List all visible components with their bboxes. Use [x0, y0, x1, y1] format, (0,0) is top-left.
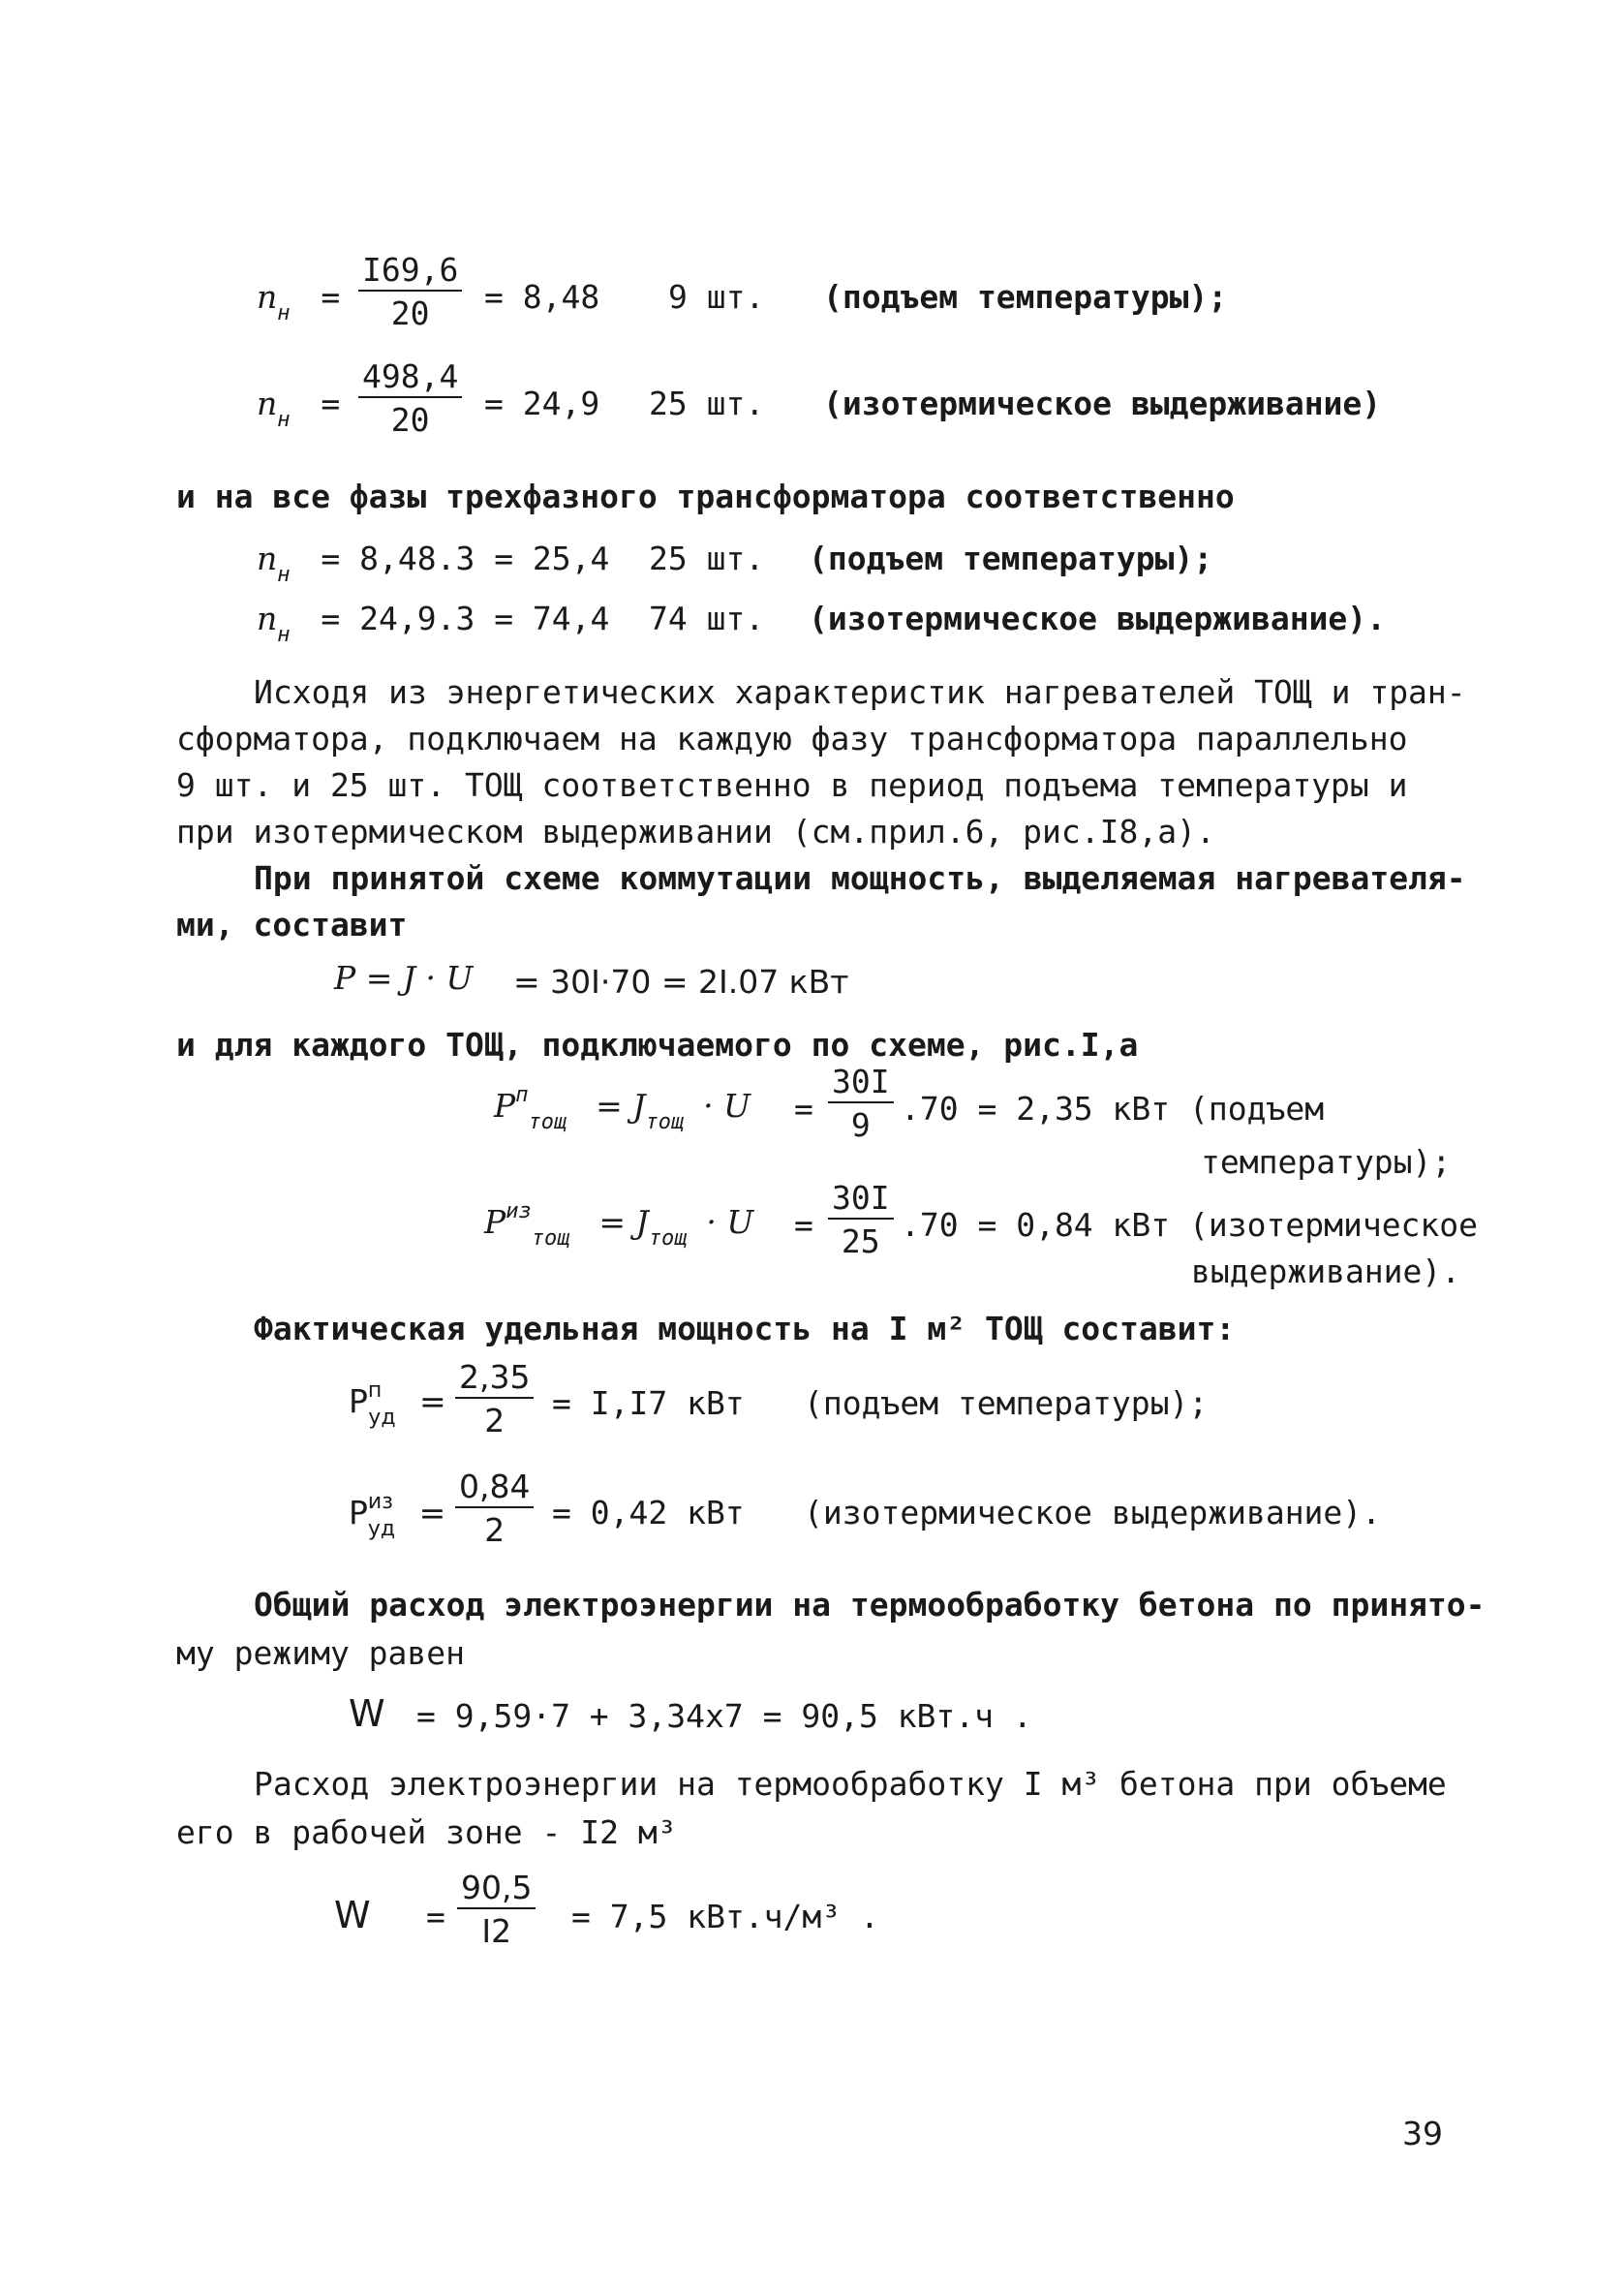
formula-p-iso: $P^{из}_{тощ} = J_{тощ} \cdot U$ — [484, 1199, 754, 1251]
count-3: 25 шт. — [649, 540, 765, 577]
note-3: (подъем температуры); — [809, 540, 1213, 577]
formula-rud-iso: $P^{из}_{уд}$ = — [349, 1490, 446, 1541]
para1-line4: при изотермическом выдерживании (см.прил.6, рис.I8,а). — [176, 813, 1215, 851]
equals-p-rise: = — [794, 1090, 813, 1128]
text-specific-power: Фактическая удельная мощность на I м² ТОЩ составит: — [254, 1310, 1236, 1347]
formula-w2-value: = 7,5 кВт.ч/м³ . — [571, 1898, 879, 1935]
para3-line2: му режиму равен — [176, 1634, 466, 1672]
para2-line2: ми, составит — [176, 906, 408, 943]
formula-p: P = J · U — [334, 959, 474, 997]
equals-w2: = — [426, 1898, 445, 1935]
para4-line1: Расход электроэнергии на термообработку I м³ бетона при объеме — [254, 1765, 1447, 1803]
formula-p-rise: $P^п_{тощ} = J_{тощ} \cdot U$ — [494, 1083, 751, 1134]
equals-p-iso: = — [794, 1206, 813, 1244]
rud-iso-note: (изотермическое выдерживание). — [804, 1494, 1382, 1531]
formula-rud-rise: $P^п_{уд}$ = — [349, 1378, 446, 1430]
p-rise-tail: .70 = 2,35 кВт (подъем — [901, 1090, 1325, 1128]
page-number: 39 — [1402, 2115, 1443, 2152]
p-iso-tail: .70 = 0,84 кВт (изотермическое — [901, 1206, 1479, 1244]
formula-w-value: = 9,59·7 + 3,34х7 = 90,5 кВт.ч . — [416, 1697, 1032, 1735]
fraction-rud-iso: $\frac{0,84}{2}$ — [455, 1470, 534, 1546]
para2-line1: При принятой схеме коммутации мощность, выделяемая нагревателя- — [254, 859, 1466, 897]
formula-w2: W — [334, 1894, 371, 1936]
note-2: (изотермическое выдерживание) — [823, 385, 1382, 422]
fraction-rud-rise: $\frac{2,35}{2}$ — [455, 1361, 534, 1437]
formula-n-iso: $n_н$ = — [257, 385, 341, 432]
rud-iso-result: = 0,42 кВт — [552, 1494, 745, 1531]
rud-rise-result: = I,I7 кВт — [552, 1384, 745, 1422]
formula-n-rise: $n_н$ = — [257, 278, 341, 325]
result-2: = 24,9 — [484, 385, 600, 422]
rud-rise-note: (подъем температуры); — [804, 1384, 1209, 1422]
formula-p-value: = 30I·70 = 2I.07 кВт — [513, 963, 849, 1001]
formula-n-phase-rise: $n_н = 8,48.3 = 25,4$ — [257, 540, 610, 587]
note-4: (изотермическое выдерживание). — [809, 600, 1387, 637]
formula-w: W — [349, 1692, 385, 1735]
para1-line1: Исходя из энергетических характеристик нагревателей ТОЩ и тран- — [254, 673, 1466, 711]
para4-line2: его в рабочей зоне - I2 м³ — [176, 1813, 677, 1851]
fraction-w2: $\frac{90,5}{I2}$ — [457, 1871, 536, 1947]
result-1: = 8,48 — [484, 278, 600, 316]
fraction-p-iso: $\frac{30I}{25}$ — [828, 1182, 894, 1257]
para3-line1: Общий расход электроэнергии на термообработку бетона по принято- — [254, 1586, 1486, 1624]
p-iso-tail2: выдерживание). — [1191, 1253, 1461, 1290]
count-4: 74 шт. — [649, 600, 765, 637]
fraction-p-rise: $\frac{30I}{9}$ — [828, 1066, 894, 1141]
para1-line3: 9 шт. и 25 шт. ТОЩ соответственно в период подъема температуры и — [176, 766, 1408, 804]
note-1: (подъем температуры); — [823, 278, 1228, 316]
var-n: n — [257, 278, 278, 316]
formula-n-phase-iso: $n_н = 24,9.3 = 74,4$ — [257, 600, 610, 647]
text-each-tosch: и для каждого ТОЩ, подключаемого по схеме, рис.I,а — [176, 1026, 1139, 1064]
count-1: 9 шт. — [668, 278, 765, 316]
fraction-1: $\frac{I69,6}{20}$ — [358, 254, 462, 329]
count-2: 25 шт. — [649, 385, 765, 422]
para1-line2: сформатора, подключаем на каждую фазу трансформатора параллельно — [176, 720, 1408, 758]
text-phases: и на все фазы трехфазного трансформатора соответственно — [176, 478, 1235, 515]
fraction-2: $\frac{498,4}{20}$ — [358, 360, 462, 436]
p-rise-tail2: температуры); — [1201, 1143, 1452, 1181]
